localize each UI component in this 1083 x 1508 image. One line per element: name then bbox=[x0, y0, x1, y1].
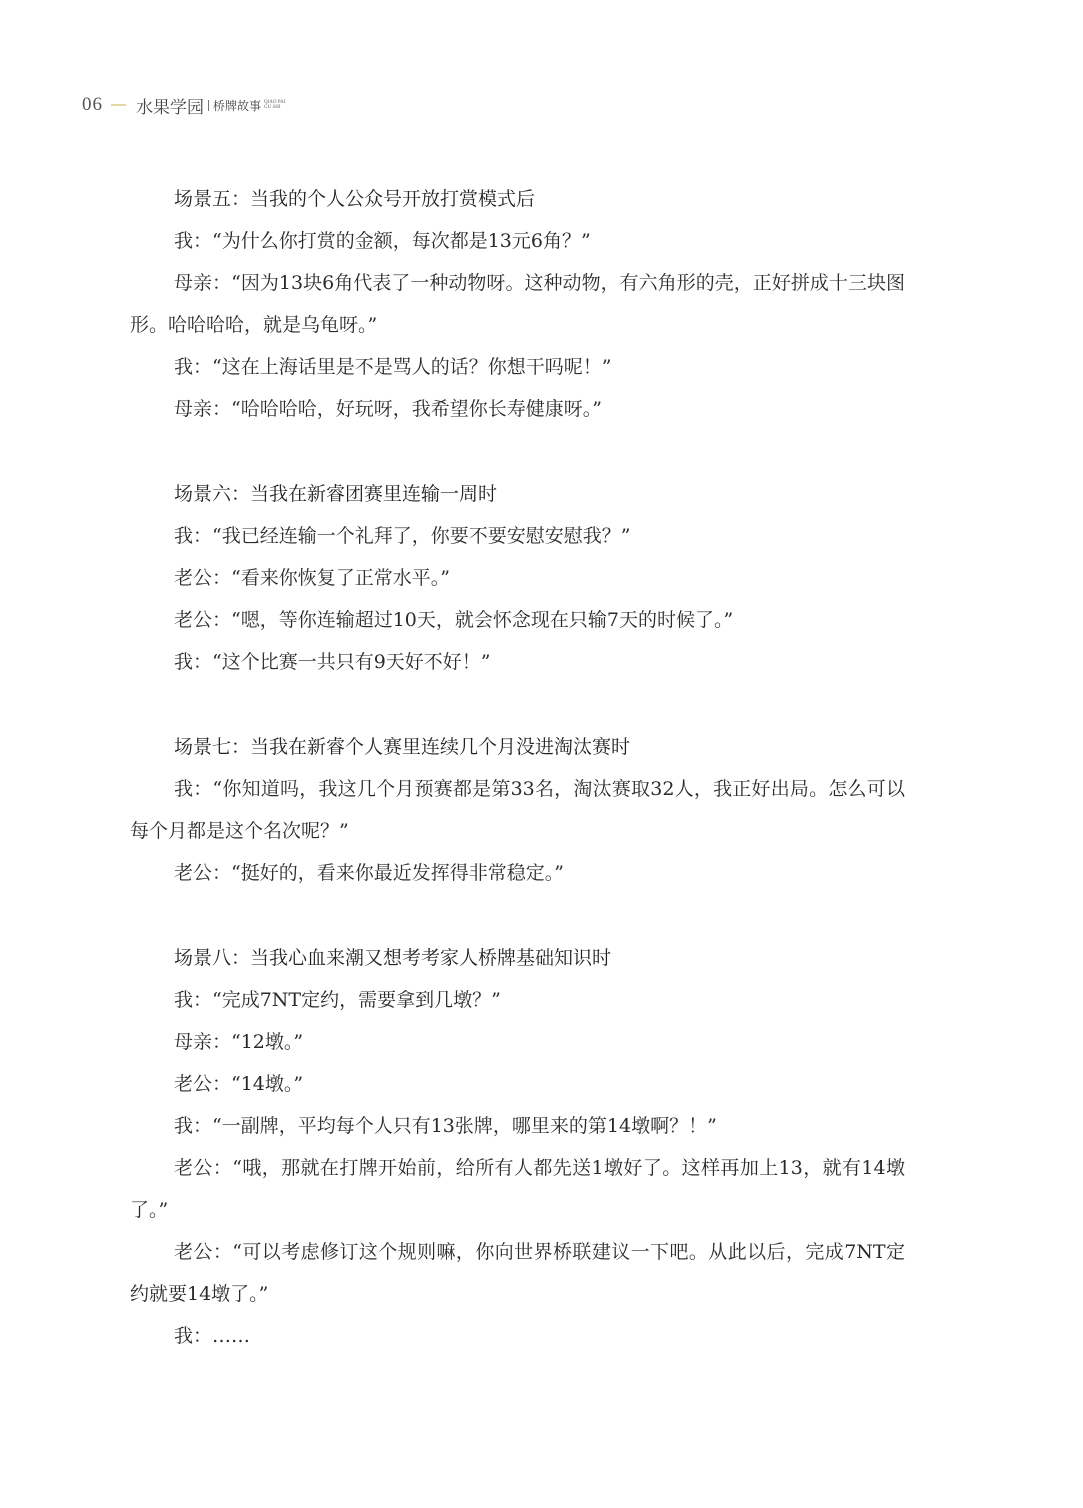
scene-title: 场景七：当我在新睿个人赛里连续几个月没进淘汰赛时 bbox=[174, 736, 631, 758]
scene-title: 场景六：当我在新睿团赛里连输一周时 bbox=[174, 483, 498, 505]
dialogue-line: 母亲：“因为13块6角代表了一种动物呀。这种动物，有六角形的壳，正好拼成十三块图形。哈哈哈哈，就是乌龟呀。” bbox=[130, 272, 905, 336]
header-rule bbox=[111, 104, 126, 106]
dialogue-line: 母亲：“12墩。” bbox=[174, 1031, 304, 1053]
dialogue-line: 我：“我已经连输一个礼拜了，你要不要安慰安慰我？” bbox=[174, 525, 631, 547]
dialogue-line: 老公：“可以考虑修订这个规则嘛，你向世界桥联建议一下吧。从此以后，完成7NT定约就要14墩了。” bbox=[130, 1241, 905, 1305]
dialogue-line: 我：“这个比赛一共只有9天好不好！” bbox=[174, 651, 491, 673]
scene-section bbox=[130, 937, 905, 1357]
column-english-line-1: QIAO PAI bbox=[264, 100, 286, 105]
scene-section bbox=[130, 178, 905, 430]
dialogue-line: 老公：“14墩。” bbox=[174, 1073, 304, 1095]
scene-title: 场景八：当我心血来潮又想考考家人桥牌基础知识时 bbox=[174, 947, 612, 969]
column-english-title bbox=[264, 100, 285, 110]
dialogue-line: 我：“一副牌，平均每个人只有13张牌，哪里来的第14墩啊？！” bbox=[174, 1115, 717, 1137]
page-number bbox=[78, 94, 107, 116]
dialogue-line: 母亲：“哈哈哈哈，好玩呀，我希望你长寿健康呀。” bbox=[174, 398, 602, 420]
scene-title: 场景五：当我的个人公众号开放打赏模式后 bbox=[174, 188, 536, 210]
article-body bbox=[130, 178, 905, 1400]
dialogue-line: 老公：“哦，那就在打牌开始前，给所有人都先送1墩好了。这样再加上13，就有14墩了。” bbox=[130, 1157, 905, 1221]
page-header bbox=[78, 92, 285, 118]
dialogue-line: 我：“完成7NT定约，需要拿到几墩？” bbox=[174, 989, 501, 1011]
column-english-line-2: GU SHI bbox=[264, 105, 281, 110]
dialogue-line: 老公：“挺好的，看来你最近发挥得非常稳定。” bbox=[174, 862, 564, 884]
column-title: 桥牌故事 bbox=[213, 98, 262, 113]
header-separator bbox=[208, 100, 209, 111]
dialogue-line: 老公：“看来你恢复了正常水平。” bbox=[174, 567, 450, 589]
magazine-title: 水果学园 bbox=[136, 97, 204, 118]
page-number-text: 06 bbox=[82, 94, 103, 115]
dialogue-line: 我：“这在上海话里是不是骂人的话？你想干吗呢！” bbox=[174, 356, 612, 378]
scene-section bbox=[130, 726, 905, 894]
dialogue-line: 我：“为什么你打赏的金额，每次都是13元6角？” bbox=[174, 230, 591, 252]
dialogue-line: 我：“你知道吗，我这几个月预赛都是第33名，淘汰赛取32人，我正好出局。怎么可以每个月都是这个名次呢？” bbox=[130, 778, 905, 842]
scene-section bbox=[130, 473, 905, 683]
dialogue-line: 我：…… bbox=[174, 1325, 251, 1347]
dialogue-line: 老公：“嗯，等你连输超过10天，就会怀念现在只输7天的时候了。” bbox=[174, 609, 734, 631]
